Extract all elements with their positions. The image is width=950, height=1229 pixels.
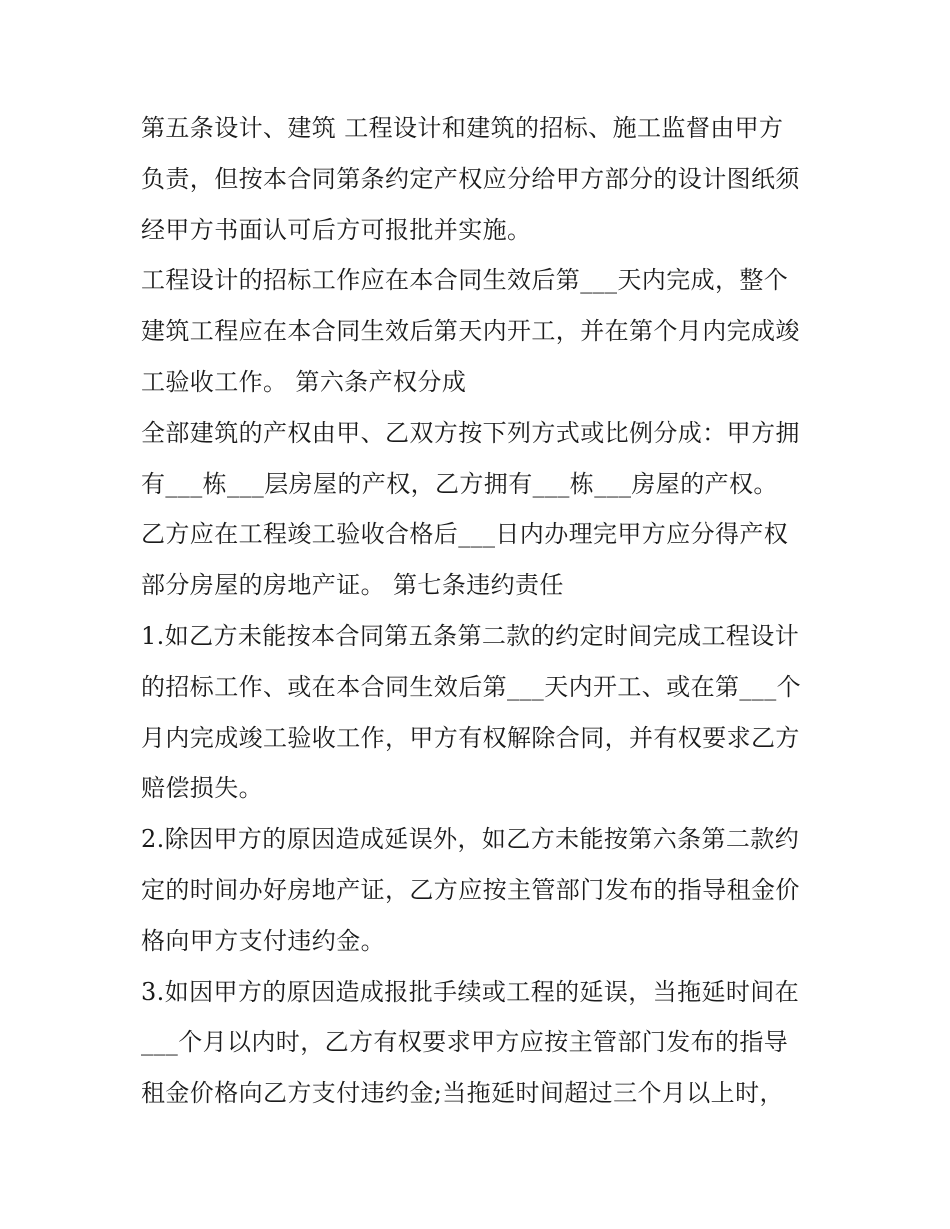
text-line: 赔偿损失。 (141, 774, 263, 803)
text-line: 乙方应在工程竣工验收合格后___日内办理完甲方应分得产权 (141, 520, 789, 549)
text-line: 经甲方书面认可后方可报批并实施。 (141, 215, 532, 244)
text-line: 第五条设计、建筑 工程设计和建筑的招标、施工监督由甲方 (141, 114, 784, 142)
text-line: 的招标工作、或在本合同生效后第___天内开工、或在第___个 (141, 672, 801, 701)
text-line: 月内完成竣工验收工作，甲方有权解除合同，并有权要求乙方 (141, 723, 800, 752)
text-line: 租金价格向乙方支付违约金;当拖延时间超过三个月以上时， (141, 1079, 784, 1108)
text-line: 工程设计的招标工作应在本合同生效后第___天内完成，整个 (141, 266, 789, 295)
text-line: 负责，但按本合同第条约定产权应分给甲方部分的设计图纸须 (141, 164, 800, 193)
text-line: 3.如因甲方的原因造成报批手续或工程的延误，当拖延时间在 (141, 977, 800, 1006)
text-line: 建筑工程应在本合同生效后第天内开工，并在第个月内完成竣 (141, 317, 800, 346)
text-line: 工验收工作。 第六条产权分成 (141, 367, 467, 396)
text-line: 1.如乙方未能按本合同第五条第二款的约定时间完成工程设计 (141, 621, 800, 650)
text-line: 格向甲方支付违约金。 (141, 926, 385, 955)
text-line: 定的时间办好房地产证，乙方应按主管部门发布的指导租金价 (141, 875, 800, 904)
document-body (141, 103, 821, 1119)
text-line: 2.除因甲方的原因造成延误外，如乙方未能按第六条第二款约 (141, 825, 800, 854)
text-line: ___个月以内时，乙方有权要求甲方应按主管部门发布的指导 (141, 1028, 789, 1057)
text-line: 全部建筑的产权由甲、乙双方按下列方式或比例分成：甲方拥 (141, 418, 800, 447)
text-line: 部分房屋的房地产证。 第七条违约责任 (141, 571, 564, 600)
text-line: 有___栋___层房屋的产权，乙方拥有___栋___房屋的产权。 (141, 469, 778, 498)
